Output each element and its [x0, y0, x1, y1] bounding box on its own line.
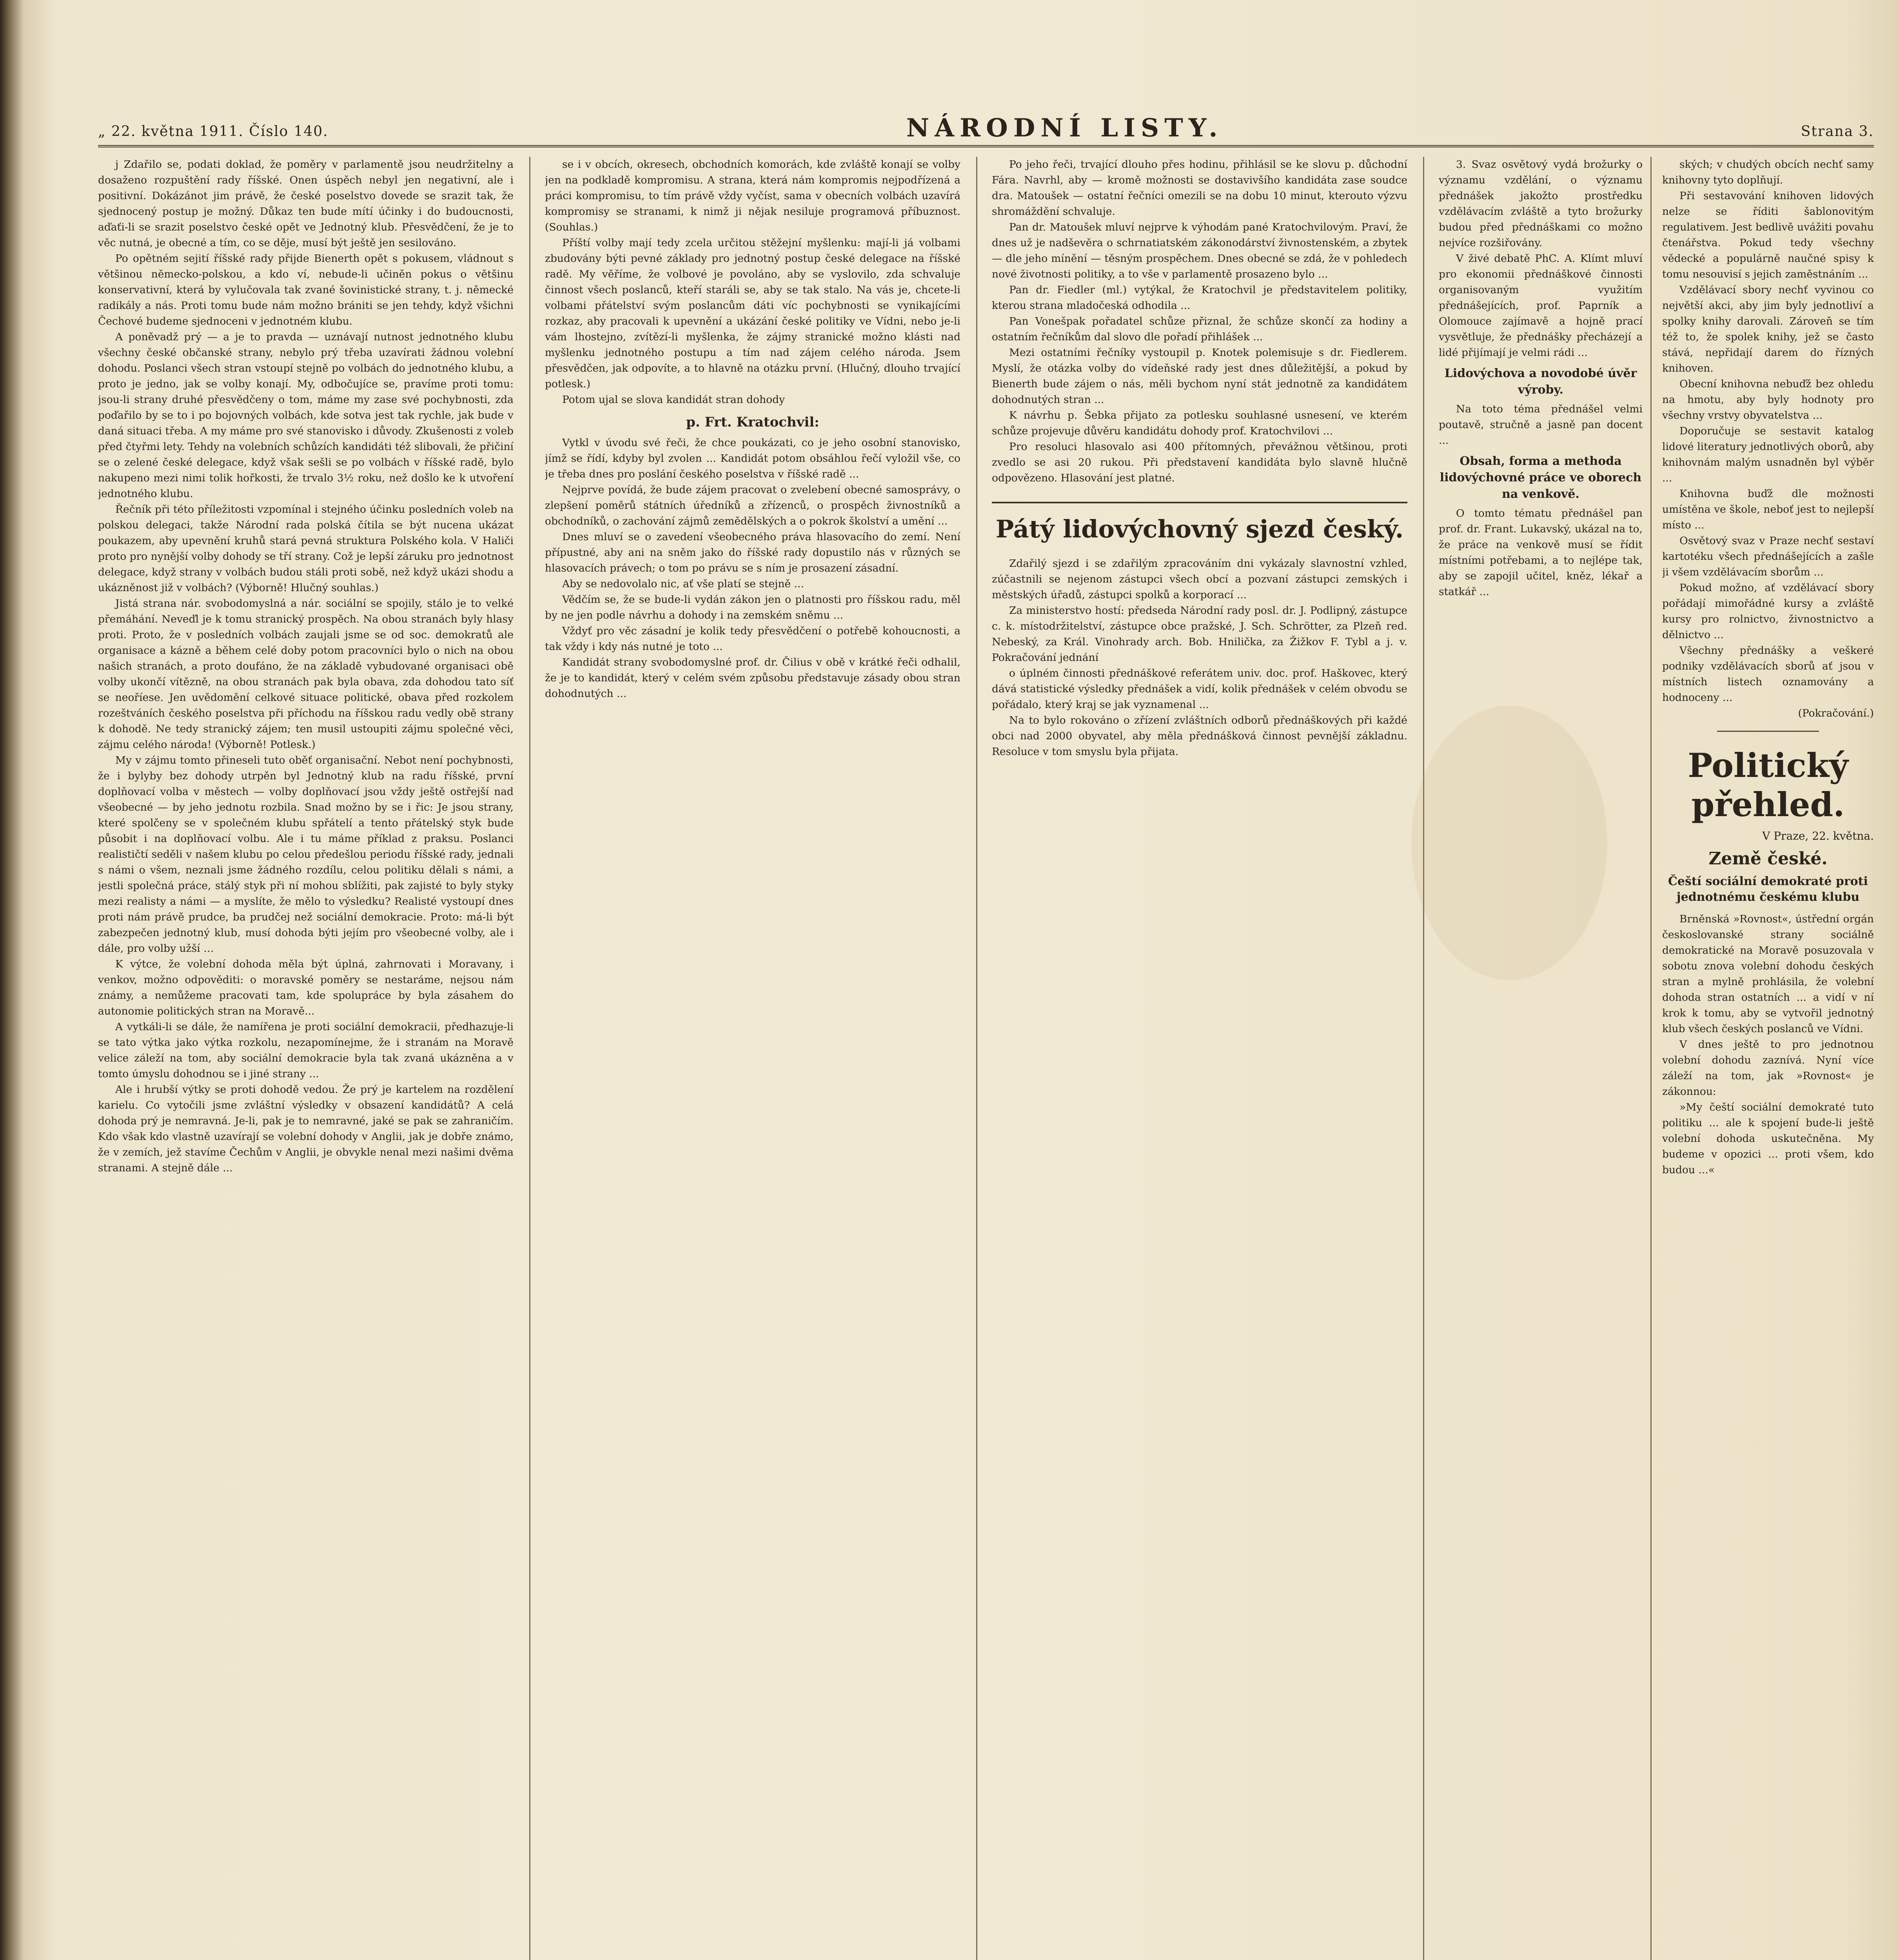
paragraph: 3. Svaz osvětový vydá brožurky o významu vzdělání, o významu přednášek jakožto prostředku vzdělávacím zvláště a tyto brožurky budou před přednáškami co možno nejvíce rozšiřovány.: [1439, 158, 1643, 249]
divider: [1717, 731, 1819, 732]
column-4: [1439, 157, 1643, 1960]
paragraph: j Zdařilo se, podati doklad, že poměry v parlamentě jsou neudržitelny a dosaženo rozpuštění rady říšské. Onen úspěch nebyl jen negativní, ale i positivní. Dokázánot jim právě, že české poselstvo dovede se srazit tak, že sjednocený postup je možný. Důkaz ten bude mítí účinky i do budoucnosti, aďaťi-li se srazit poselstvo české opět ve Jednotný klub. Přesvědčení, že je to věc nutná, je obecné a tím, co se děje, musí být ještě jen sesilováno.: [98, 158, 514, 249]
paragraph: Aby se nedovolalo nic, ať vše platí se stejně ...: [562, 578, 804, 590]
paragraph: Po jeho řeči, trvající dlouho přes hodinu, přihlásil se ke slovu p. důchodní Fára. Navrhl, aby — kromě možnosti se dostavivšího kandidáta zase soudce dra. Matoušek — ostatní řečníci omezili se na dobu 10 minut, kterouto výzvu shromáždění schvaluje.: [992, 158, 1407, 218]
column-4-text: [1439, 157, 1643, 600]
paragraph: Na to bylo rokováno o zřízení zvláštních odborů přednáškových při každé obci nad 2000 obyvatel, aby měla přednášková činnost pevnější základnu. Resoluce v tom smyslu byla přijata.: [992, 714, 1407, 758]
paragraph: Ale i hrubší výtky se proti dohodě vedou. Že prý je kartelem na rozdělení karielu. Co vytočili jsme zvláštní výsledky v obsazení kandidátů? A celá dohoda prý je nemravná. Je-li, pak je to nemravné, jaké se pak se zahraničím. Kdo však kdo vlastně uzavírají se volební dohody v Anglii, jak je dobře známo, že v zemích, jež stavíme Čechům v Anglii, je obvykle nenal mezi našimi dvěma stranami. A stejně dále ...: [98, 1083, 514, 1174]
section-title: Politický přehled.: [1688, 746, 1848, 824]
paragraph: Po opětném sejití říšské rady přijde Bienerth opět s pokusem, vládnout s většinou německo-polskou, a kdo ví, nebude-li učiněn pokus o většinu konservativní, která by vylučovala tak zvané šovinistické strany, t. j. německé radikály a nás. Proti tomu bude nám možno brániti se jen tehdy, když všichni Čechové budeme sjednoceni v jednotném klubu.: [98, 252, 514, 327]
paragraph: Pan Vonešpak pořadatel schůze přiznal, že schůze skončí za hodiny a ostatním řečníkům dal slovo dle pořadí přihlášek ...: [992, 315, 1407, 343]
paragraph: My v zájmu tomto přineseli tuto oběť organisační. Nebot není pochybnosti, že i bylyby bez dohody utrpěn byl Jednotný klub na radu říšské, první doplňovací volba v městech — volby doplňovací jsou vždy ještě ostřejší nad všeobecné — by jeho jednotu rozbila. Snad možno by se i řic: Je jsou strany, které spolčeny se v společném klubu spřátelí a tento přátelský styk bude působit i na doplňovací volbu. Ale i tu máme příklad z praksu. Poslanci realističtí seděli v našem klubu po celou předešlou periodu říšské rady, jednali s námi o všem, neznali jsme žádného rozdílu, celou politiku dělali s námi, a jestli společná práce, stálý styk při ní mohou sblížiti, pak zajisté to byly styky mezi realisty a námi — a myslíte, že mělo to výsledku? Realisté vystoupí dnes proti nám právě prudce, ba prudčej než sociální demokracie. Proto: má-li být zabezpečen jednotný klub, musí dohoda býti jejím pro všeobecné volby, ale i dále, pro volby užší …: [98, 754, 514, 955]
column-3: [992, 157, 1407, 1960]
paragraph: Příští volby mají tedy zcela určitou stěžejní myšlenku: mají-li já volbami zbudovány býti pevné základy pro jednotný postup české delegace na říšské radě. My věříme, že volbové je povoláno, aby se vyslovilo, zda schvaluje činnost všech poslanců, kteří staráli se, aby se tak stalo. Na vás je, chcete-li volbami přátelství svým poslancům dáti víc pochybnosti se vynikajícími rozkaz, aby pracovali k upevnění a ukázání české politiky ve Vídni, nebo je-li vám lhostejno, zvítězí-li myšlenka, že zájmy stranické možno klásti nad myšlenku jednotného postupu a tím nad zájem celého národa. Jsem přesvědčen, jak odpovíte, a to hlavně na otázku první. (Hlučný, dlouho trvající potlesk.): [545, 237, 960, 390]
paragraph: Řečník při této příležitosti vzpomínal i stejného účinku posledních voleb na polskou delegaci, takže Národní rada polská čítila se být nucena ukázat poukazem, aby upevnění kruhů stará pevná struktura Polského kola. V Haliči proto pro nynější volby dohody se tří strany. Což je lepší záruku pro jednotnost delegace, když strany v volbách budou stáli proti sobě, než když ukázi shodu a ukázněnost již v volbách? (Výborně! Hlučný souhlas.): [98, 503, 514, 594]
subheading: Lidovýchova a novodobé úvěr výroby.: [1444, 367, 1637, 397]
paragraph: V dnes ještě to pro jednotnou volební dohodu zaznívá. Nyní více záleží na tom, jak »Rovnost« je zákonnou:: [1662, 1038, 1874, 1098]
paragraph: Pan dr. Matoušek mluví nejprve k výhodám pané Kratochvilovým. Praví, že dnes už je nadševěra o schrnatiatském zákonodárství živnostenském, a zbytek — dle jeho mínění — těsným prospěchem. Dnes obecné se zdá, že v pohledech nové životnosti politiky, a to vše v parlamentě prosazeno bylo ...: [992, 221, 1407, 280]
paragraph: o úplném činnosti přednáškové referátem univ. doc. prof. Haškovec, který dává statistické výsledky přednášek a vidí, kolik přednášek v celém obvodu se pořádalo, který kraj se jak vyznamenal ...: [992, 667, 1407, 711]
issue-date: „ 22. května 1911. Číslo 140.: [98, 123, 329, 140]
masthead: [98, 98, 1874, 147]
paragraph: Osvětový svaz v Praze nechť sestaví kartotéku všech přednášejících a zašle ji všem vzdělávacím sborům ...: [1662, 535, 1874, 578]
column-3-text: [992, 157, 1407, 760]
paragraph: Všechny přednášky a veškeré podniky vzdělávacích sborů ať jsou v místních listech oznamovány a hodnoceny ...: [1662, 644, 1874, 704]
page-number: Strana 3.: [1801, 123, 1874, 140]
paragraph: K výtce, že volební dohoda měla být úplná, zahrnovati i Moravany, i venkov, možno odpověditi: o moravské poměry se nestaráme, nejsou nám známy, a nemůžeme pracovati tam, kde spolupráce by byla zásahem do autonomie politických stran na Moravě...: [98, 958, 514, 1017]
paragraph: Vzdělávací sbory nechť vyvinou co největší akci, aby jim byly jednotliví a spolky knihy darovali. Zároveň se tím též to, že spolek knihy, jež se často stává, nepřidají darem do řízných knihoven.: [1662, 284, 1874, 374]
paragraph: Pan dr. Fiedler (ml.) vytýkal, že Kratochvil je představitelem politiky, kterou strana mladočeská odhodila ...: [992, 284, 1407, 312]
column-rule: [976, 157, 977, 1960]
paragraph: Mezi ostatními řečníky vystoupil p. Knotek polemisuje s dr. Fiedlerem. Myslí, že otázka volby do vídeňské rady jest dnes důležitější, a pokud by Bienerth bude zájem o nás, měli bychom nyní stát jednotně za kandidátem dohodnutých stran ...: [992, 347, 1407, 406]
column-rule: [1423, 157, 1424, 1960]
column-5: [1662, 157, 1874, 1960]
paragraph: Na toto téma přednášel velmi poutavě, stručně a jasně pan docent ...: [1439, 403, 1643, 446]
paragraph: Kandidát strany svobodomyslné prof. dr. Čilius v obě v krátké řeči odhalil, že je to kandidát, který v celém svém způsobu představuje zásady obou stran dohodnutých ...: [545, 656, 960, 700]
column-rule: [529, 157, 530, 1960]
paragraph: Při sestavování knihoven lidových nelze se říditi šablonovitým regulativem. Jest bedlivě uvážiti povahu čtenářstva. Pokud tedy všechny vědecké a populárně naučné spisy k tomu nesouvisí s jejich zaměstnáním ...: [1662, 190, 1874, 280]
dateline: V Praze, 22. května.: [1762, 829, 1874, 842]
paragraph: ských; v chudých obcích nechť samy knihovny tyto doplňují.: [1662, 158, 1874, 186]
paragraph: K návrhu p. Šebka přijato za potlesku souhlasné usnesení, ve kterém schůze projevuje důvěru kandidátu dohody prof. Kratochvilovi ...: [992, 409, 1407, 437]
paragraph: Vědčím se, že se bude-li vydán zákon jen o platnosti pro říšskou radu, měl by ne jen podle návrhu a dohody i na zemském sněmu ...: [545, 593, 960, 621]
article-columns: [98, 157, 1874, 1960]
paragraph: se i v obcích, okresech, obchodních komorách, kde zvláště konají se volby jen na podkladě kompromisu. A strana, která nám kompromis nejpodřízená a práci kompromisu, to tím právě vždy vyčíst, sama v obecních volbách uzavírá kompromisy se stranami, k nimž ji nějak nesiluje programová příbuznost. (Souhlas.): [545, 158, 960, 233]
paragraph: »My čeští sociální demokraté tuto politiku ... ale k spojení bude-li ještě volební dohoda uskutečněna. My budeme v opozici ... proti všem, kdo budou ...«: [1662, 1101, 1874, 1176]
paragraph: Knihovna buďž dle možnosti umístěna ve škole, neboť jest to nejlepší místo ...: [1662, 488, 1874, 531]
region-heading: Země české.: [1708, 849, 1828, 869]
paragraph: Potom ujal se slova kandidát stran dohody: [562, 394, 785, 406]
column-5-text: [1662, 157, 1874, 1178]
subheading: Obsah, forma a methoda lidovýchovné práce ve oborech na venkově.: [1440, 454, 1642, 501]
speaker-heading: p. Frt. Kratochvil:: [686, 414, 819, 430]
paragraph: Pokud možno, ať vzdělávací sbory pořádají mimořádné kursy a zvláště kursy pro rolnictvo, živnostnictvo a dělnictvo ...: [1662, 582, 1874, 641]
paragraph: Vytkl v úvodu své řeči, že chce poukázati, co je jeho osobní stanovisko, jímž se řídí, kdyby byl zvolen ... Kandidát potom obsáhlou řečí vyložil vše, co je třeba dnes pro poslání českého poselstva v říšské radě ...: [545, 437, 960, 480]
continued-note: (Pokračování.): [1798, 707, 1874, 719]
paragraph: Obecní knihovna nebuďž bez ohledu na hmotu, aby byly hodnoty pro všechny vrstvy obyvatelstva ...: [1662, 378, 1874, 421]
paragraph: Dnes mluví se o zavedení všeobecného práva hlasovacího do zemí. Není přípustné, aby ani na sněm jako do říšské rady dopustilo nás v různých se hlasovacích právech; o tom po právu se s ním je prosazení zásadní.: [545, 531, 960, 574]
column-2: [545, 157, 960, 1960]
paragraph: Jistá strana nár. svobodomyslná a nár. sociální se spojily, stálo je to velké přemáhání. Neveďl je k tomu stranický prospěch. Na obou stranách byly hlasy proti. Proto, že v posledních volbách zaujali jsme se od soc. demokratů ale organisace a kázně a během celé doby potom pracovníci bylo o nich na obou našich stranách, a proto doufáno, že na základě vybudované organisaci obě volby ukončí vítězně, na obou stranách pak byla obava, zda dohodou tato síť se neoříese. Jen uvědomění celkové situace politické, obava před rozkolem rozeštváních českého poselstva při příchodu na říšskou radu vedly obě strany k dohodě. Ne tedy stranický zájem; ten musil ustoupiti zájmu společné věci, zájmu celého národa! (Výborně! Potlesk.): [98, 597, 514, 751]
paragraph: Za ministerstvo hostí: předseda Národní rady posl. dr. J. Podlipný, zástupce c. k. místodržitelství, zástupce obce pražské, J. Sch. Schrötter, za Plzeň red. Nebeský, za Král. Vinohrady arch. Bob. Hnilička, za Žižkov F. Tybl a j. v. Pokračování jednání: [992, 604, 1407, 664]
paragraph: Nejprve povídá, že bude zájem pracovat o zvelebení obecné samosprávy, o zlepšení poměrů státních úředníků a zřízenců, o prospěch živnostníků a obchodníků, o zachování zájmů zemědělských a o pokrok školství a umění ...: [545, 484, 960, 527]
column-1: [98, 157, 514, 1960]
paragraph: A vytkáli-li se dále, že namířena je proti sociální demokracii, předhazuje-li se tato výtka jako výtka rozkolu, nezapomínejme, že i stranám na Moravě velice záleží na tom, aby sociální demokracie byla tak zvaná ukázněna a v tomto úmyslu dohodnou se i jiné strany ...: [98, 1021, 514, 1080]
paragraph: Brněnská »Rovnost«, ústřední orgán českoslovanské strany sociálně demokratické na Moravě posuzovala v sobotu znova volební dohodu českých stran a mylně prohlásila, že volební dohoda stran ostatních ... a vidí v ní krok k tomu, aby se vytvořil jednotný klub všech českých poslanců ve Vídni.: [1662, 913, 1874, 1035]
column-2-text: [545, 157, 960, 702]
paragraph: V živé debatě PhC. A. Klímt mluví pro ekonomii přednáškové činnosti organisovaným využitím přednášejících, prof. Paprník a Olomouce zajímavě a hojně prací vysvětluje, že přednášky přecházejí a lidé přijímají je velmi rádi ...: [1439, 252, 1643, 359]
paragraph: Vždyť pro věc zásadní je kolik tedy přesvědčení o potřebě kohoucnosti, a tak vždy i kdy nás nutné je toto ...: [545, 625, 960, 653]
newspaper-title: NÁRODNÍ LISTY.: [906, 113, 1223, 143]
paragraph: O tomto tématu přednášel pan prof. dr. Frant. Lukavský, ukázal na to, že práce na venkově musí se řídit místními potřebami, a to nejlépe tak, aby se zapojil učitel, kněz, lékař a statkář ...: [1439, 507, 1643, 598]
column-rule: [1650, 157, 1652, 1960]
column-1-text: [98, 157, 514, 1176]
article-subtitle: Čeští sociální demokraté proti jednotnému českému klubu: [1668, 875, 1868, 904]
article-title: Pátý lidovýchovný sjezd český.: [992, 502, 1407, 544]
paragraph: Doporučuje se sestavit katalog lidové literatury jednotlivých oborů, aby knihovnám malým usnadněn byl výběr ...: [1662, 425, 1874, 484]
paragraph: A poněvadž prý — a je to pravda — uznávají nutnost jednotného klubu všechny české občanské strany, nebylo prý třeba uzavírati žádnou volební dohodu. Poslanci všech stran vstoupí stejně po volbách do jednotného klubu, a proto je jedno, jak se volby konají. My, odbočujíce se, pravíme proti tomu: jsou-li strany druhé přesvědčeny o tom, máme my zase své pochybnosti, zda poďařilo by se to i po bojovných volbách, kde sotva jest tak rychle, jak bude v daná situaci třeba. A my máme pro své stanovisko i důvody. Zkušenosti z voleb před čtyřmi lety. Tehdy na volebních schůzích kandidáti též slibovali, že přičiní se o zelené české delegace, když však sešli se po volbách v říšské radě, bylo nakupeno mezi nimi tolik hořkosti, že trvalo 3½ roku, než došlo ke k utvoření jednotného klubu.: [98, 331, 514, 500]
paragraph: Pro resoluci hlasovalo asi 400 přítomných, převážnou většinou, proti zvedlo se asi 20 rukou. Při představení kandidáta bylo slavně hlučně odpovězeno. Hlasování jest platné.: [992, 441, 1407, 484]
paragraph: Zdařilý sjezd i se zdařilým zpracováním dni vykázaly slavnostní vzhled, zúčastnili se nejenom zástupci všech obcí a pozvaní zástupci zemských i městských úřadů, zástupci spolků a korporací ...: [992, 557, 1407, 601]
